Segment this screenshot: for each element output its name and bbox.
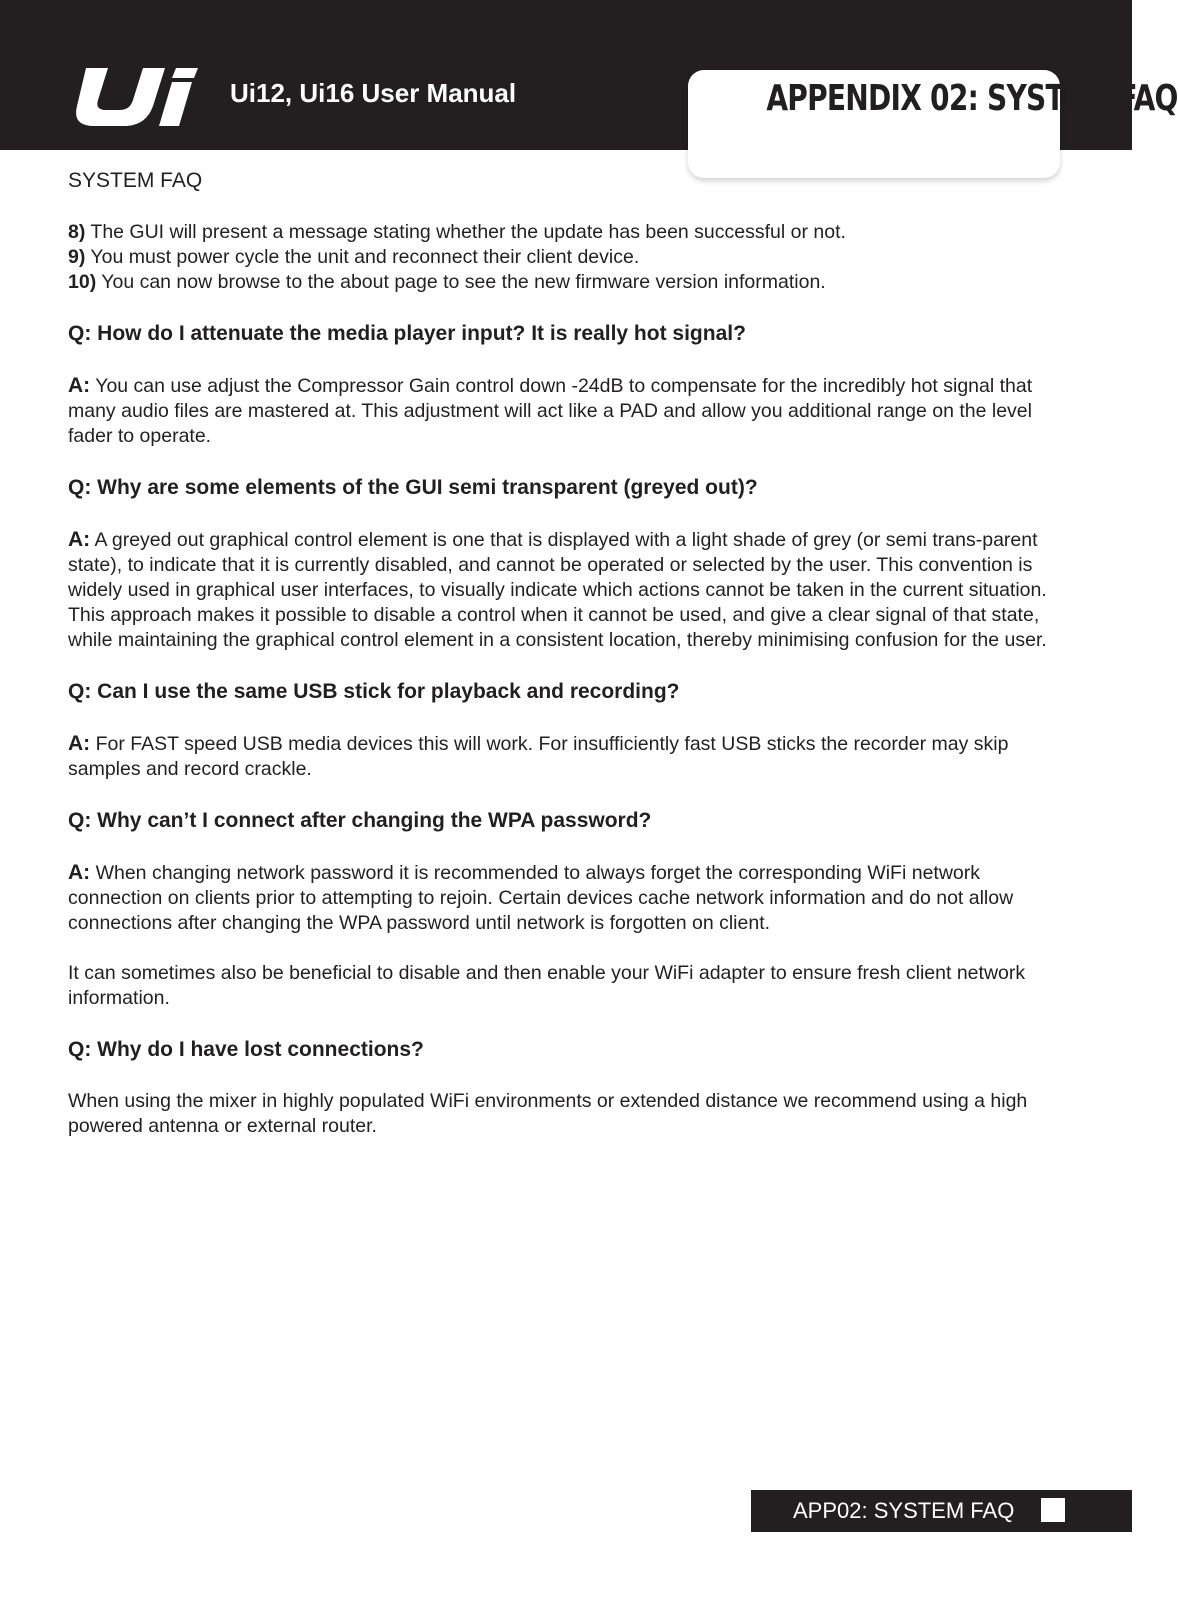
update-steps — [68, 220, 1068, 295]
page-footer-tab — [751, 1490, 1132, 1532]
faq-answer — [68, 373, 1068, 449]
faq-question: Q: Can I use the same USB stick for playback and recording? — [68, 680, 680, 703]
answer-text: A greyed out graphical control element is one that is displayed with a light shade of grey (or semi trans-parent state), to indicate that it is currently disabled, and cannot be operated or selected by the user. This convention is widely used in graphical user interfaces, to visually indicate which actions cannot be taken in the current situation. This approach makes it possible to disable a control when it cannot be used, and give a clear signal of that state, while maintaining the graphical control element in a consistent location, thereby minimising confusion for the user. — [68, 529, 1047, 651]
faq-answer: When using the mixer in highly populated WiFi environments or extended distance we recommend using a high powered antenna or external router. — [68, 1090, 1028, 1137]
faq-question: Q: How do I attenuate the media player input? It is really hot signal? — [68, 322, 746, 345]
faq-question: Q: Why can’t I connect after changing the WPA password? — [68, 809, 652, 832]
answer-text: When changing network password it is recommended to always forget the corresponding WiFi network connection on clients prior to attempting to rejoin. Certain devices cache network information and do not allow connections after changing the WPA password until network is forgotten on client. — [68, 862, 1014, 934]
appendix-tab — [688, 70, 1178, 178]
ui-logo — [68, 62, 206, 128]
manual-title: Ui12, Ui16 User Manual — [230, 78, 517, 108]
faq-question: Q: Why are some elements of the GUI semi transparent (greyed out)? — [68, 476, 758, 499]
faq-answer-extra: It can sometimes also be beneficial to disable and then enable your WiFi adapter to ensure fresh client network information. — [68, 962, 1026, 1009]
footer-square-icon — [1041, 1498, 1065, 1522]
answer-text: You can use adjust the Compressor Gain control down -24dB to compensate for the incredibly hot signal that many audio files are mastered at. This adjustment will act like a PAD and allow you additional range on the level fader to operate. — [68, 375, 1033, 447]
faq-question: Q: Why do I have lost connections? — [68, 1038, 424, 1061]
faq-answer — [68, 527, 1068, 653]
step-number: 9) — [68, 246, 86, 268]
step-text: You must power cycle the unit and reconnect their client device. — [85, 246, 640, 268]
step-text: The GUI will present a message stating whether the update has been successful or not. — [85, 221, 846, 243]
step-number: 10) — [68, 271, 97, 293]
section-title: SYSTEM FAQ — [68, 169, 203, 192]
step-text: You can now browse to the about page to see the new firmware version information. — [96, 271, 826, 293]
step-10 — [68, 270, 1068, 295]
step-number: 8) — [68, 221, 86, 243]
faq-answer — [68, 860, 1068, 936]
step-8 — [68, 220, 1068, 245]
page-header — [0, 0, 1178, 150]
answer-label: A: — [68, 528, 91, 551]
appendix-title: APPENDIX 02: SYSTEM FAQ — [766, 78, 1178, 119]
step-9 — [68, 245, 1068, 270]
answer-text: For FAST speed USB media devices this will work. For insufficiently fast USB sticks the recorder may skip samples and record crackle. — [68, 733, 1009, 780]
page-content — [68, 168, 1068, 1139]
faq-answer — [68, 731, 1068, 782]
answer-label: A: — [68, 374, 91, 397]
answer-label: A: — [68, 732, 91, 755]
answer-label: A: — [68, 861, 91, 884]
footer-label: APP02: SYSTEM FAQ — [793, 1498, 1015, 1523]
